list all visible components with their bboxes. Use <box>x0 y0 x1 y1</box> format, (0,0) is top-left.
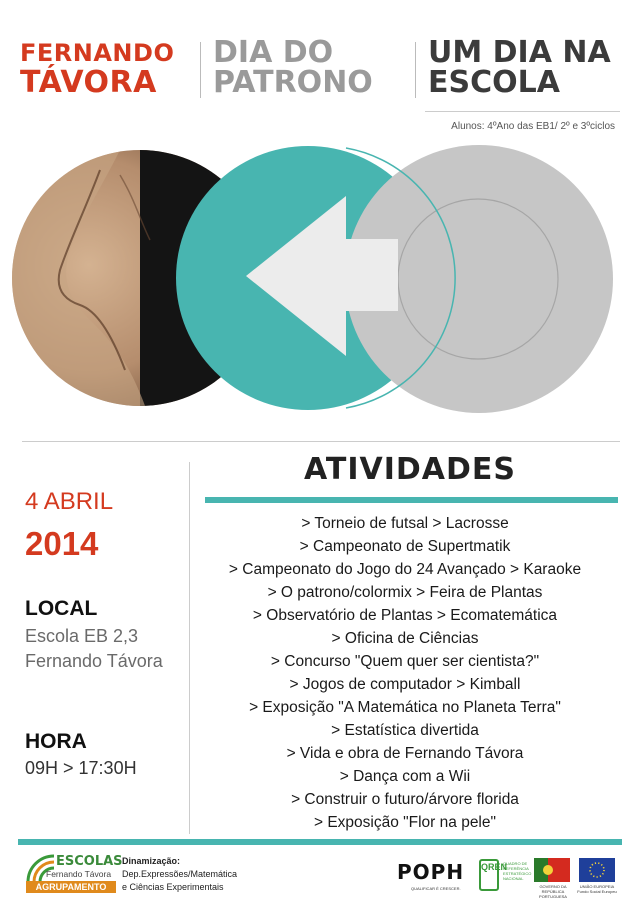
header-name <box>20 38 174 98</box>
gov-sub: GOVERNO DA REPÚBLICA PORTUGUESA <box>539 884 567 899</box>
local-label: LOCAL <box>25 597 98 620</box>
portugal-logo <box>532 857 574 899</box>
activity-item: > Vida e obra de Fernando Távora <box>286 745 524 762</box>
portugal-flag-icon <box>534 858 570 882</box>
header-event <box>213 35 373 100</box>
header-divider <box>200 42 201 98</box>
activity-item: > Exposição "Flor na pele" <box>313 814 497 831</box>
sub-line1: UM DIA NA <box>428 35 611 70</box>
activity-item: > Campeonato do Jogo do 24 Avançado > Karaoke <box>228 561 582 578</box>
event-line1: DIA DO <box>213 35 334 70</box>
eu-flag-icon <box>579 858 615 882</box>
qren-sub: QUADRO DE REFERÊNCIA ESTRATÉGICO NACIONAL <box>503 861 532 881</box>
activity-item: > Jogos de computador > Kimball <box>289 676 521 693</box>
footer-bar <box>18 839 622 845</box>
dinam-line2: e Ciências Experimentais <box>122 882 224 892</box>
activities-list <box>194 512 616 834</box>
activity-item: > Observatório de Plantas > Ecomatemática <box>252 607 558 624</box>
logo-line2: Fernando Távora <box>46 869 112 879</box>
logo-line1: ESCOLAS <box>56 854 123 869</box>
eu-logo <box>576 857 618 893</box>
name-line1: FERNANDO <box>20 39 175 67</box>
activity-item: > Torneio de futsal > Lacrosse <box>301 515 509 532</box>
activity-item: > Dança com a Wii <box>339 768 471 785</box>
activity-item: > Estatística divertida <box>331 722 479 739</box>
activity-item: > Campeonato de Supertmatik <box>299 538 511 555</box>
event-line2: PATRONO <box>213 65 373 100</box>
activity-item: > Concurso "Quem quer ser cientista?" <box>270 653 540 670</box>
dinam-label: Dinamização: <box>122 856 181 866</box>
logo-line3: AGRUPAMENTO <box>26 881 116 893</box>
poph-sub: QUALIFICAR É CRESCER. <box>411 886 461 891</box>
activities-underline <box>205 497 618 503</box>
date-day-month: 4 ABRIL <box>25 488 114 515</box>
activity-item: > Construir o futuro/árvore florida <box>291 791 519 808</box>
activity-item: > Oficina de Ciências <box>331 630 479 647</box>
dinam-line1: Dep.Expressões/Matemática <box>122 869 238 879</box>
local-value: Escola EB 2,3 Fernando Távora <box>25 626 163 671</box>
eu-sub: UNIÃO EUROPEIA Fundo Social Europeu <box>577 884 617 894</box>
activities-title: ATIVIDADES <box>303 452 517 487</box>
column-divider <box>189 462 190 834</box>
poph-logo <box>397 858 473 892</box>
name-line2: TÁVORA <box>20 65 157 100</box>
hora-value: 09H > 17:30H <box>25 758 137 778</box>
hora-label: HORA <box>25 730 87 753</box>
header-rule <box>425 111 620 112</box>
header-subtitle <box>428 35 611 100</box>
activity-item: > Exposição "A Matemática no Planeta Terra" <box>249 699 561 716</box>
date-year: 2014 <box>25 525 99 562</box>
section-rule <box>22 441 620 442</box>
illustration <box>0 130 639 420</box>
activity-item: > O patrono/colormix > Feira de Plantas <box>267 584 543 601</box>
qren-logo <box>479 857 532 893</box>
dinamizacao <box>122 855 237 894</box>
sub-line2: ESCOLA <box>428 65 560 100</box>
qren-mark: QREN <box>479 859 499 891</box>
poph-text: POPH <box>397 860 465 884</box>
school-logo <box>24 852 123 894</box>
students-note: Alunos: 4ºAno das EB1/ 2º e 3ºciclos <box>451 121 615 132</box>
header-divider <box>415 42 416 98</box>
